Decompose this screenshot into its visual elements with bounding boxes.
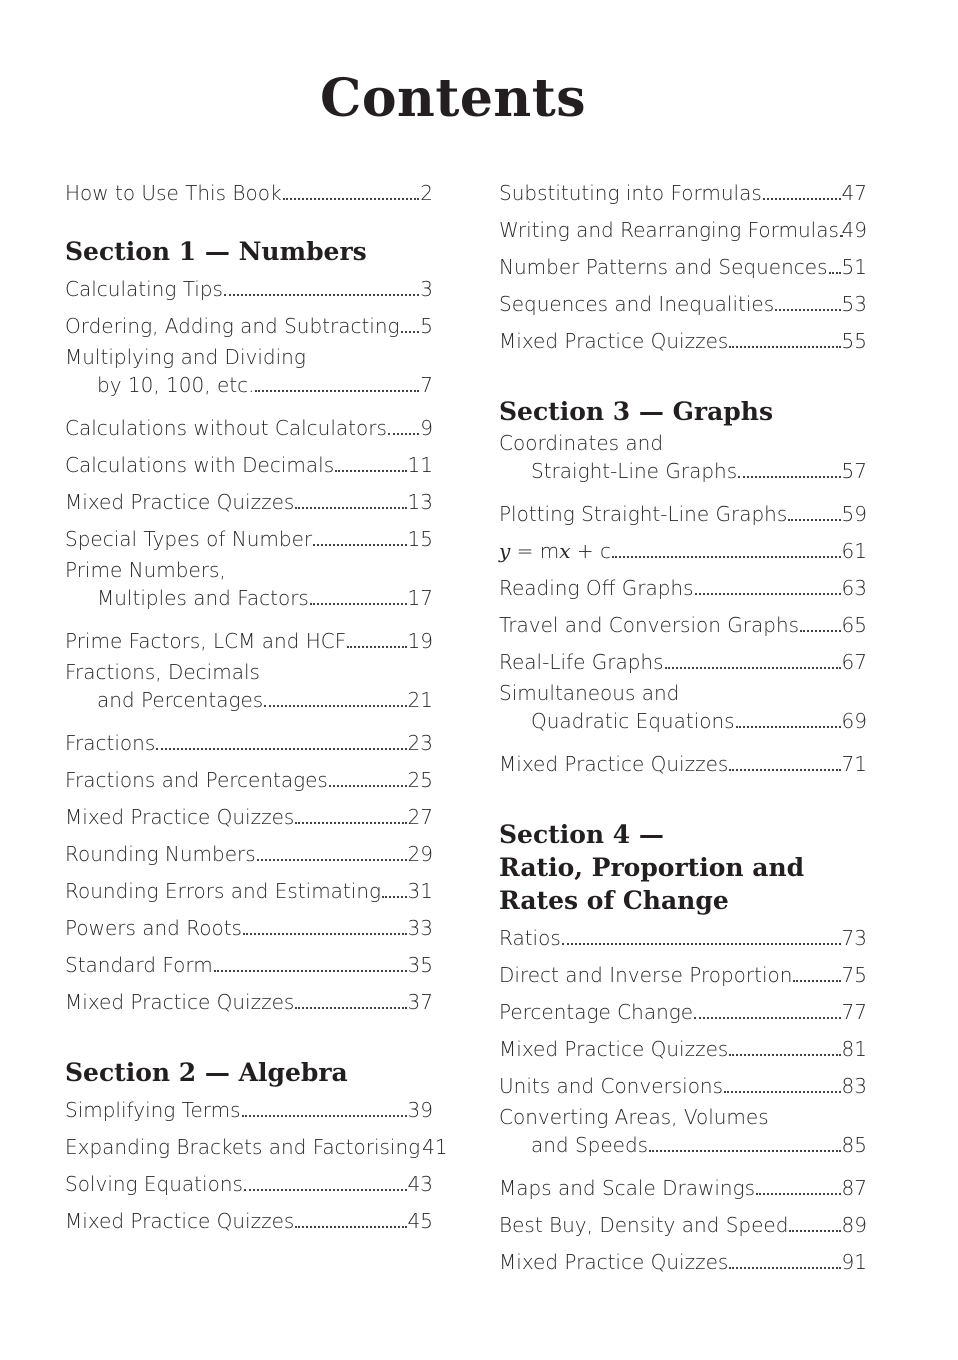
dot-leader [255,390,419,392]
toc-entry-label: Mixed Practice Quizzes [65,1209,295,1233]
toc-entry-page: 19 [407,629,433,653]
toc-entry[interactable] [65,1198,433,1235]
toc-entry-label: Mixed Practice Quizzes [499,329,729,353]
toc-entry-page: 15 [407,527,433,551]
toc-entry-page: 61 [841,539,867,563]
math-glyph: = [516,539,534,563]
dot-leader [788,519,840,521]
dot-leader [214,970,407,972]
dot-leader [257,859,407,861]
section-1-list [65,266,433,1016]
toc-entry-label: Mixed Practice Quizzes [499,752,729,776]
dot-leader [264,705,406,707]
toc-entry-label: Maps and Scale Drawings [499,1176,756,1200]
section-4-list [499,915,867,1276]
toc-entry-label: Solving Equations [65,1172,243,1196]
dot-leader [775,309,840,311]
toc-entry[interactable] [499,676,867,741]
toc-entry[interactable] [499,565,867,602]
dot-leader [382,896,407,898]
page-title: Contents [319,68,587,129]
toc-entry-label-line-2: Multiples and Factors [97,586,309,610]
toc-entry-label: Expanding Brackets and Factorising [65,1135,421,1159]
section-heading: Section 2 — Algebra [65,1058,348,1087]
dot-leader [763,198,841,200]
toc-entry-label: Fractions, Decimals [65,660,260,684]
toc-entry[interactable] [65,516,433,553]
dot-leader [789,1230,840,1232]
toc-entry[interactable] [499,1063,867,1100]
toc-entry[interactable] [499,207,867,244]
toc-entry-label: Mixed Practice Quizzes [65,805,295,829]
toc-entry-page: 25 [407,768,433,792]
toc-entry-page: 31 [407,879,433,903]
toc-entry-page: 5 [420,314,433,338]
section-heading: Section 3 — Graphs [499,397,774,426]
toc-entry-page: 91 [841,1250,867,1274]
toc-entry[interactable] [65,1124,448,1161]
toc-entry-label [499,537,611,565]
toc-entry-label: Mixed Practice Quizzes [65,990,295,1014]
toc-entry-page: 2 [420,181,433,205]
toc-entry-label: Sequences and Inequalities [499,292,775,316]
toc-entry[interactable] [499,989,867,1026]
toc-entry-continuation [499,457,867,485]
toc-entry-label: Direct and Inverse Proportion [499,963,793,987]
toc-entry[interactable] [65,1087,433,1124]
toc-entry-page: 27 [407,805,433,829]
dot-leader [562,943,841,945]
toc-entry[interactable] [65,618,433,655]
toc-entry-label: Units and Conversions [499,1074,724,1098]
toc-entry[interactable] [65,405,433,442]
toc-entry-label: Calculating Tips [65,277,223,301]
toc-entry-label: Multiplying and Dividing [65,345,306,369]
toc-entry[interactable] [65,757,433,794]
dot-leader [729,346,840,348]
toc-entry[interactable] [65,340,433,405]
toc-entry[interactable] [499,1165,867,1202]
toc-entry-label: Standard Form [65,953,213,977]
dot-leader [156,748,406,750]
toc-entry-label: Rounding Errors and Estimating [65,879,382,903]
toc-entry-page: 63 [841,576,867,600]
toc-entry-page: 87 [841,1176,867,1200]
toc-entry[interactable] [499,318,867,355]
toc-entry-page: 75 [841,963,867,987]
toc-entry-page: 9 [420,416,433,440]
toc-entry-label: Fractions [65,731,156,755]
dot-leader [244,1189,407,1191]
dot-leader [612,556,841,558]
dot-leader [729,769,840,771]
section-2-list [65,1087,448,1235]
toc-entry-label: Calculations with Decimals [65,453,335,477]
toc-entry-page: 85 [841,1133,867,1157]
toc-entry-page: 67 [841,650,867,674]
section-2-continued-list [499,170,867,355]
toc-entry-label: Percentage Change [499,1000,694,1024]
toc-entry-label-line-2: by 10, 100, etc. [97,373,255,397]
dot-leader [401,331,420,333]
toc-entry-label: Fractions and Percentages [65,768,328,792]
toc-entry-page: 77 [841,1000,867,1024]
dot-leader [738,476,840,478]
toc-entry[interactable] [499,741,867,778]
toc-entry[interactable] [65,303,433,340]
dot-leader [736,726,841,728]
toc-entry[interactable] [499,639,867,676]
toc-entry-label: Travel and Conversion Graphs [499,613,800,637]
toc-entry-page: 35 [407,953,433,977]
math-glyph: y [499,539,511,563]
toc-entry[interactable] [65,655,433,720]
toc-entry-page: 11 [407,453,433,477]
toc-entry-label: Rounding Numbers [65,842,256,866]
toc-entry-continuation [65,686,433,714]
toc-entry-page: 13 [407,490,433,514]
toc-entry[interactable] [65,442,433,479]
toc-entry-page: 49 [841,218,867,242]
dot-leader [729,1267,840,1269]
toc-entry-label: Real-Life Graphs [499,650,664,674]
toc-entry[interactable] [499,170,867,207]
math-glyph: m [539,539,560,563]
toc-entry-label: Mixed Practice Quizzes [499,1250,729,1274]
toc-entry-page: 55 [841,329,867,353]
toc-entry-continuation [499,1131,867,1159]
toc-entry-page: 83 [841,1074,867,1098]
toc-entry-page: 17 [407,586,433,610]
toc-entry-label: Mixed Practice Quizzes [65,490,295,514]
toc-entry-label: Number Patterns and Sequences [499,255,828,279]
toc-entry-label: Powers and Roots [65,916,242,940]
toc-entry[interactable] [499,528,867,565]
toc-entry-label: Calculations without Calculators [65,416,387,440]
dot-leader [295,1007,406,1009]
toc-entry-label-line-2: Straight-Line Graphs [531,459,738,483]
toc-entry[interactable] [65,720,433,757]
dot-leader [242,1115,407,1117]
dot-leader [829,272,841,274]
toc-entry-label: Ordering, Adding and Subtracting [65,314,400,338]
toc-entry-label: Prime Factors, LCM and HCF [65,629,347,653]
dot-leader [283,198,420,200]
toc-entry[interactable] [65,942,433,979]
dot-leader [729,1054,840,1056]
toc-entry[interactable] [499,281,867,318]
toc-entry-page: 53 [841,292,867,316]
toc-entry-page: 71 [841,752,867,776]
toc-entry-page: 39 [407,1098,433,1122]
toc-entry-label: Best Buy, Density and Speed [499,1213,789,1237]
math-glyph: + [576,539,594,563]
dot-leader [695,593,841,595]
toc-entry[interactable] [65,1161,433,1198]
dot-leader [313,544,406,546]
toc-entry[interactable] [65,479,433,516]
toc-entry[interactable] [65,553,433,618]
dot-leader [800,630,840,632]
toc-entry-page: 69 [841,709,867,733]
toc-entry[interactable] [65,794,433,831]
dot-leader [310,603,407,605]
section-3-list [499,426,867,778]
section-heading-line-1: Section 4 — [499,820,664,849]
toc-entry[interactable] [499,1100,867,1165]
toc-entry-label: Substituting into Formulas [499,181,762,205]
toc-entry-label-line-2: and Percentages [97,688,264,712]
toc-entry-page: 89 [841,1213,867,1237]
toc-entry-page: 7 [420,373,433,397]
toc-entry[interactable] [499,602,867,639]
toc-entry-label: Prime Numbers, [65,558,226,582]
toc-entry-page: 41 [422,1135,448,1159]
toc-entry-page: 21 [407,688,433,712]
dot-leader [295,507,406,509]
toc-entry-label: Simultaneous and [499,681,680,705]
dot-leader [793,980,840,982]
toc-entry[interactable] [65,979,433,1016]
toc-entry-page: 65 [841,613,867,637]
contents-column-left [65,170,448,1235]
section-heading: Section 1 — Numbers [65,237,367,266]
toc-entry-label-line-2: and Speeds [531,1133,649,1157]
dot-leader [243,933,407,935]
dot-leader [649,1150,840,1152]
toc-entry-continuation [65,371,433,399]
toc-entry[interactable] [499,1239,867,1276]
toc-entry-label: Ratios [499,926,561,950]
toc-entry-page: 81 [841,1037,867,1061]
dot-leader [295,1226,406,1228]
toc-entry-label: Reading Off Graphs [499,576,694,600]
toc-entry-page: 33 [407,916,433,940]
math-glyph: c [600,539,612,563]
dot-leader [840,235,841,237]
toc-entry-label-line-2: Quadratic Equations [531,709,735,733]
toc-entry-page: 23 [407,731,433,755]
toc-entry[interactable] [499,1202,867,1239]
toc-entry[interactable] [65,905,433,942]
toc-entry-label: Writing and Rearranging Formulas [499,218,839,242]
toc-entry-label: How to Use This Book [65,181,282,205]
dot-leader [329,785,407,787]
toc-entry-continuation [65,584,433,612]
contents-column-right [499,170,867,1276]
toc-entry-label: Mixed Practice Quizzes [499,1037,729,1061]
dot-leader [756,1193,841,1195]
toc-entry[interactable] [499,1026,867,1063]
toc-entry[interactable] [65,170,433,207]
toc-entry-page: 73 [841,926,867,950]
toc-entry[interactable] [499,491,867,528]
dot-leader [224,294,419,296]
toc-entry[interactable] [65,266,433,303]
toc-entry-page: 59 [841,502,867,526]
toc-entry[interactable] [65,831,433,868]
toc-entry[interactable] [499,426,867,491]
section-heading-line-2: Ratio, Proportion and [499,853,805,882]
toc-entry-page: 3 [420,277,433,301]
dot-leader [335,470,406,472]
toc-entry-label: Special Types of Number [65,527,313,551]
dot-leader [295,822,406,824]
toc-entry-page: 37 [407,990,433,1014]
dot-leader [665,667,841,669]
toc-entry-page: 43 [407,1172,433,1196]
toc-entry[interactable] [499,244,867,281]
toc-entry-page: 57 [841,459,867,483]
math-glyph: x [559,539,571,563]
toc-entry-label: Simplifying Terms [65,1098,241,1122]
toc-entry[interactable] [499,915,867,952]
toc-entry[interactable] [499,952,867,989]
dot-leader [694,1017,840,1019]
toc-entry-label: Coordinates and [499,431,664,455]
toc-entry-continuation [499,707,867,735]
dot-leader [724,1091,841,1093]
toc-entry-page: 45 [407,1209,433,1233]
toc-entry[interactable] [65,868,433,905]
toc-entry-label: Plotting Straight-Line Graphs [499,502,788,526]
dot-leader [347,646,406,648]
dot-leader [388,433,419,435]
toc-entry-page: 47 [841,181,867,205]
toc-entry-label: Converting Areas, Volumes [499,1105,769,1129]
toc-entry-page: 29 [407,842,433,866]
section-heading-line-3: Rates of Change [499,886,729,915]
toc-entry-page: 51 [841,255,867,279]
